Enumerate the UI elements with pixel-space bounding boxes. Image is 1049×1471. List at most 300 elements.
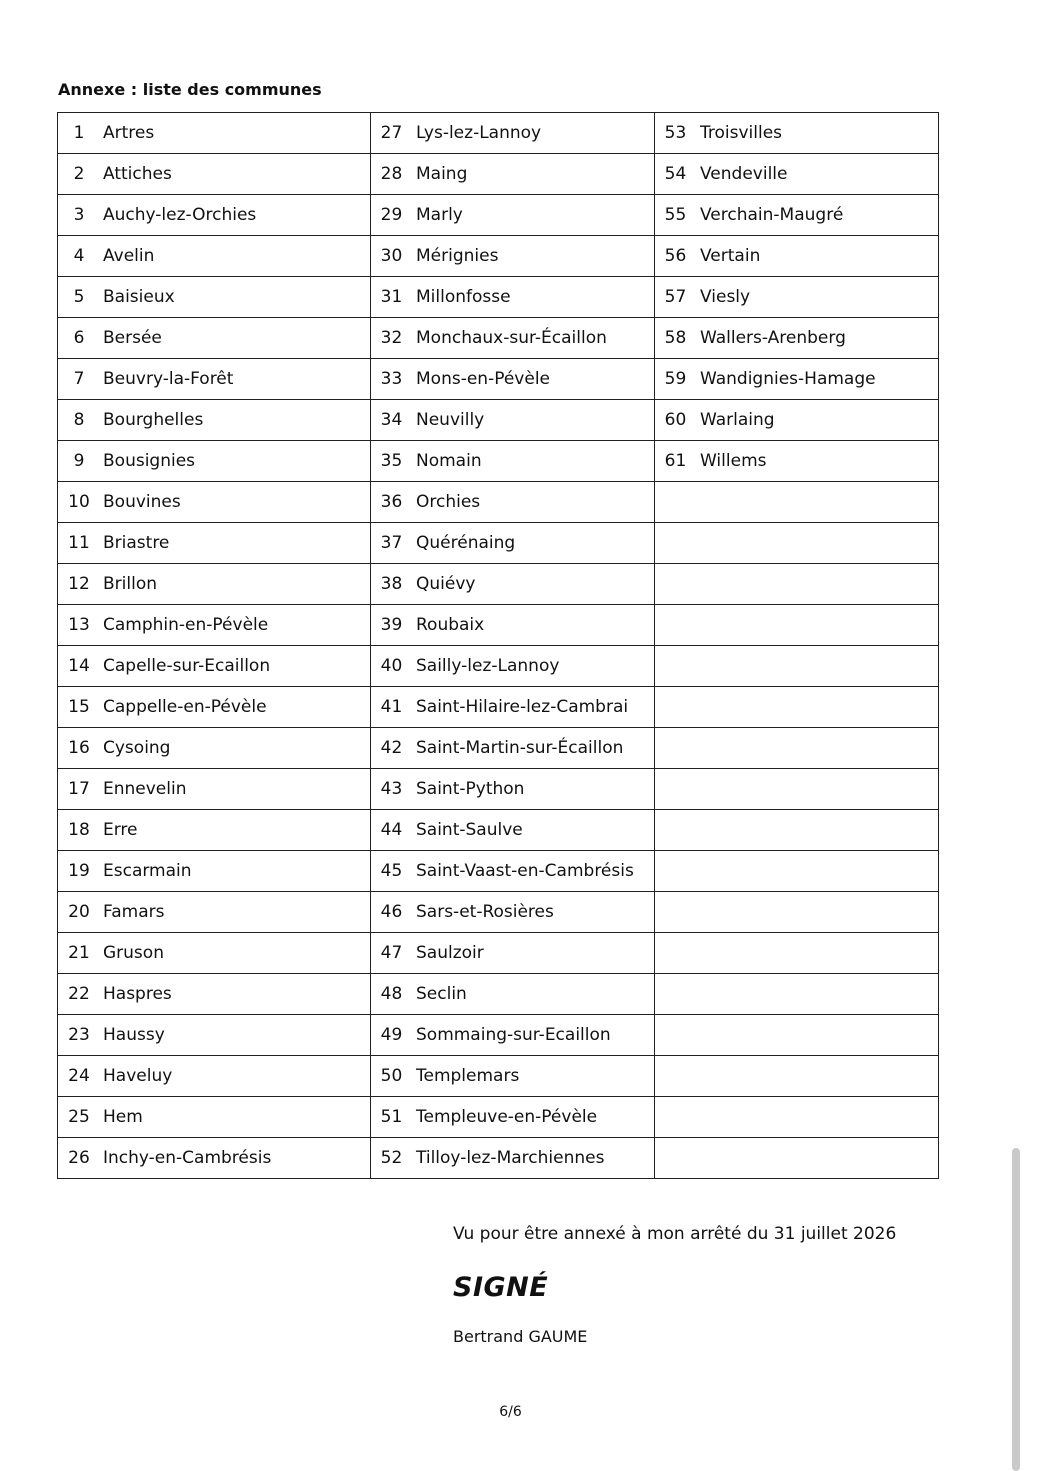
commune-entry xyxy=(58,564,370,604)
commune-number: 34 xyxy=(380,410,403,430)
table-cell xyxy=(655,113,939,154)
table-cell xyxy=(58,441,371,482)
communes-table-body xyxy=(58,113,939,1179)
table-cell xyxy=(58,154,371,195)
commune-entry xyxy=(655,277,938,317)
table-cell xyxy=(655,687,939,728)
table-row xyxy=(58,769,939,810)
commune-entry xyxy=(58,359,370,399)
commune-number: 27 xyxy=(380,123,403,143)
commune-name: Avelin xyxy=(103,246,155,266)
commune-entry xyxy=(655,236,938,276)
table-cell xyxy=(58,113,371,154)
table-row xyxy=(58,482,939,523)
table-cell xyxy=(371,441,655,482)
commune-number: 51 xyxy=(380,1107,403,1127)
table-cell xyxy=(655,646,939,687)
commune-name: Quiévy xyxy=(416,574,476,594)
table-cell xyxy=(371,154,655,195)
table-cell xyxy=(58,1097,371,1138)
commune-entry xyxy=(371,564,654,604)
commune-name: Willems xyxy=(700,451,767,471)
commune-name: Beuvry-la-Forêt xyxy=(103,369,234,389)
commune-number: 28 xyxy=(380,164,403,184)
commune-name: Viesly xyxy=(700,287,751,307)
table-cell xyxy=(371,892,655,933)
signed-mark: SIGNÉ xyxy=(453,1272,549,1303)
table-row xyxy=(58,236,939,277)
commune-entry xyxy=(58,687,370,727)
commune-name: Templeuve-en-Pévèle xyxy=(416,1107,598,1127)
table-cell xyxy=(655,564,939,605)
commune-name: Haussy xyxy=(103,1025,165,1045)
table-cell xyxy=(371,318,655,359)
table-cell xyxy=(371,769,655,810)
table-row xyxy=(58,564,939,605)
commune-entry xyxy=(371,974,654,1014)
commune-entry xyxy=(655,113,938,153)
commune-number: 4 xyxy=(73,246,85,266)
table-row xyxy=(58,441,939,482)
table-cell xyxy=(371,523,655,564)
commune-name: Millonfosse xyxy=(416,287,511,307)
commune-entry xyxy=(58,728,370,768)
commune-entry xyxy=(58,236,370,276)
commune-name: Orchies xyxy=(416,492,481,512)
commune-number: 5 xyxy=(73,287,85,307)
commune-number: 10 xyxy=(68,492,90,512)
commune-number: 7 xyxy=(73,369,85,389)
commune-number: 12 xyxy=(68,574,90,594)
commune-number: 2 xyxy=(73,164,85,184)
commune-number: 30 xyxy=(380,246,403,266)
commune-name: Haveluy xyxy=(103,1066,173,1086)
table-cell xyxy=(58,564,371,605)
commune-entry xyxy=(371,728,654,768)
table-row xyxy=(58,195,939,236)
commune-name: Templemars xyxy=(416,1066,520,1086)
table-cell xyxy=(655,154,939,195)
table-cell xyxy=(371,728,655,769)
commune-name: Saulzoir xyxy=(416,943,484,963)
commune-entry xyxy=(655,974,938,1014)
commune-number: 14 xyxy=(68,656,90,676)
commune-entry xyxy=(58,195,370,235)
commune-name: Sars-et-Rosières xyxy=(416,902,554,922)
commune-name: Saint-Vaast-en-Cambrésis xyxy=(416,861,634,881)
commune-entry xyxy=(58,113,370,153)
commune-number: 40 xyxy=(380,656,403,676)
commune-entry xyxy=(655,1056,938,1096)
table-row xyxy=(58,400,939,441)
commune-entry xyxy=(58,1056,370,1096)
commune-name: Artres xyxy=(103,123,155,143)
communes-table xyxy=(57,112,939,1179)
table-cell xyxy=(58,892,371,933)
commune-number: 38 xyxy=(380,574,403,594)
table-cell xyxy=(371,933,655,974)
commune-name: Roubaix xyxy=(416,615,485,635)
commune-entry xyxy=(58,1015,370,1055)
commune-name: Inchy-en-Cambrésis xyxy=(103,1148,272,1168)
commune-number: 46 xyxy=(380,902,403,922)
commune-entry xyxy=(655,400,938,440)
commune-entry xyxy=(58,277,370,317)
commune-number: 54 xyxy=(664,164,687,184)
commune-entry xyxy=(655,1097,938,1137)
commune-number: 44 xyxy=(380,820,403,840)
commune-name: Famars xyxy=(103,902,165,922)
signature-block xyxy=(453,1224,896,1346)
table-cell xyxy=(655,523,939,564)
commune-entry xyxy=(655,195,938,235)
commune-name: Hem xyxy=(103,1107,143,1127)
table-cell xyxy=(58,400,371,441)
commune-name: Sailly-lez-Lannoy xyxy=(416,656,560,676)
commune-number: 57 xyxy=(664,287,687,307)
commune-name: Gruson xyxy=(103,943,164,963)
commune-number: 35 xyxy=(380,451,403,471)
commune-name: Verchain-Maugré xyxy=(700,205,844,225)
commune-entry xyxy=(371,1097,654,1137)
table-cell xyxy=(371,1138,655,1179)
commune-number: 41 xyxy=(380,697,403,717)
table-row xyxy=(58,810,939,851)
table-row xyxy=(58,154,939,195)
commune-name: Maing xyxy=(416,164,468,184)
commune-name: Haspres xyxy=(103,984,172,1004)
table-cell xyxy=(58,523,371,564)
table-cell xyxy=(58,810,371,851)
commune-number: 26 xyxy=(68,1148,90,1168)
commune-number: 33 xyxy=(380,369,403,389)
commune-name: Warlaing xyxy=(700,410,775,430)
commune-number: 56 xyxy=(664,246,687,266)
annex-statement: Vu pour être annexé à mon arrêté du 31 juillet 2026 xyxy=(453,1224,897,1244)
commune-entry xyxy=(58,810,370,850)
table-cell xyxy=(655,318,939,359)
commune-entry xyxy=(655,851,938,891)
vertical-scrollbar[interactable] xyxy=(1012,1148,1020,1471)
table-cell xyxy=(371,113,655,154)
table-row xyxy=(58,892,939,933)
signer-name: Bertrand GAUME xyxy=(453,1327,588,1346)
commune-number: 36 xyxy=(380,492,403,512)
table-row xyxy=(58,687,939,728)
commune-entry xyxy=(371,605,654,645)
table-cell xyxy=(371,687,655,728)
commune-name: Marly xyxy=(416,205,463,225)
commune-number: 49 xyxy=(380,1025,403,1045)
commune-name: Escarmain xyxy=(103,861,192,881)
commune-entry xyxy=(58,441,370,481)
commune-entry xyxy=(655,605,938,645)
table-cell xyxy=(371,277,655,318)
commune-name: Mérignies xyxy=(416,246,499,266)
commune-number: 31 xyxy=(380,287,403,307)
commune-number: 47 xyxy=(380,943,403,963)
commune-entry xyxy=(371,236,654,276)
table-cell xyxy=(371,564,655,605)
commune-entry xyxy=(58,482,370,522)
commune-number: 23 xyxy=(68,1025,90,1045)
commune-number: 15 xyxy=(68,697,90,717)
commune-name: Bouvines xyxy=(103,492,181,512)
commune-number: 29 xyxy=(380,205,403,225)
table-cell xyxy=(371,359,655,400)
commune-name: Bersée xyxy=(103,328,162,348)
commune-entry xyxy=(371,1056,654,1096)
commune-entry xyxy=(371,359,654,399)
table-cell xyxy=(58,769,371,810)
commune-entry xyxy=(58,400,370,440)
commune-entry xyxy=(371,892,654,932)
commune-name: Troisvilles xyxy=(700,123,783,143)
commune-name: Vendeville xyxy=(700,164,788,184)
table-cell xyxy=(58,687,371,728)
commune-entry xyxy=(371,195,654,235)
commune-number: 58 xyxy=(664,328,687,348)
table-cell xyxy=(371,810,655,851)
table-cell xyxy=(655,195,939,236)
commune-entry xyxy=(655,154,938,194)
commune-entry xyxy=(371,154,654,194)
commune-name: Baisieux xyxy=(103,287,175,307)
commune-entry xyxy=(371,400,654,440)
commune-entry xyxy=(58,1138,370,1178)
commune-number: 25 xyxy=(68,1107,90,1127)
commune-entry xyxy=(58,974,370,1014)
table-cell xyxy=(655,1056,939,1097)
table-cell xyxy=(371,1056,655,1097)
commune-entry xyxy=(655,728,938,768)
commune-number: 24 xyxy=(68,1066,90,1086)
table-cell xyxy=(655,1138,939,1179)
commune-entry xyxy=(58,523,370,563)
table-cell xyxy=(58,974,371,1015)
commune-number: 52 xyxy=(380,1148,403,1168)
commune-number: 3 xyxy=(73,205,85,225)
commune-entry xyxy=(655,933,938,973)
table-cell xyxy=(371,851,655,892)
commune-name: Sommaing-sur-Ecaillon xyxy=(416,1025,611,1045)
table-cell xyxy=(655,892,939,933)
table-row xyxy=(58,1056,939,1097)
commune-number: 9 xyxy=(73,451,85,471)
commune-name: Brillon xyxy=(103,574,157,594)
commune-number: 19 xyxy=(68,861,90,881)
commune-name: Ennevelin xyxy=(103,779,187,799)
commune-name: Camphin-en-Pévèle xyxy=(103,615,269,635)
commune-entry xyxy=(371,482,654,522)
commune-number: 17 xyxy=(68,779,90,799)
table-row xyxy=(58,851,939,892)
commune-name: Wandignies-Hamage xyxy=(700,369,876,389)
table-row xyxy=(58,277,939,318)
commune-name: Cappelle-en-Pévèle xyxy=(103,697,267,717)
table-cell xyxy=(58,851,371,892)
commune-name: Saint-Hilaire-lez-Cambrai xyxy=(416,697,629,717)
table-cell xyxy=(655,236,939,277)
table-cell xyxy=(58,277,371,318)
commune-entry xyxy=(655,441,938,481)
table-cell xyxy=(655,441,939,482)
commune-entry xyxy=(58,933,370,973)
table-cell xyxy=(58,728,371,769)
commune-entry xyxy=(371,1015,654,1055)
table-row xyxy=(58,1097,939,1138)
commune-number: 20 xyxy=(68,902,90,922)
commune-name: Capelle-sur-Ecaillon xyxy=(103,656,271,676)
table-cell xyxy=(655,482,939,523)
table-cell xyxy=(655,728,939,769)
commune-number: 8 xyxy=(73,410,85,430)
commune-number: 37 xyxy=(380,533,403,553)
table-cell xyxy=(58,646,371,687)
table-row xyxy=(58,113,939,154)
commune-number: 61 xyxy=(664,451,687,471)
table-row xyxy=(58,318,939,359)
table-cell xyxy=(58,482,371,523)
commune-name: Bousignies xyxy=(103,451,196,471)
commune-entry xyxy=(371,523,654,563)
table-cell xyxy=(655,974,939,1015)
table-cell xyxy=(58,605,371,646)
commune-number: 16 xyxy=(68,738,90,758)
annex-heading: Annexe : liste des communes xyxy=(58,80,322,99)
commune-number: 11 xyxy=(68,533,90,553)
commune-number: 50 xyxy=(380,1066,403,1086)
commune-entry xyxy=(58,1097,370,1137)
commune-entry xyxy=(655,1015,938,1055)
commune-entry xyxy=(58,892,370,932)
table-cell xyxy=(371,974,655,1015)
commune-entry xyxy=(371,277,654,317)
commune-name: Neuvilly xyxy=(416,410,485,430)
table-row xyxy=(58,359,939,400)
commune-name: Saint-Martin-sur-Écaillon xyxy=(416,738,624,758)
table-cell xyxy=(371,1015,655,1056)
commune-entry xyxy=(655,359,938,399)
commune-name: Seclin xyxy=(416,984,467,1004)
commune-entry xyxy=(58,769,370,809)
commune-number: 32 xyxy=(380,328,403,348)
commune-name: Saint-Python xyxy=(416,779,525,799)
table-cell xyxy=(58,318,371,359)
commune-entry xyxy=(371,441,654,481)
table-cell xyxy=(58,236,371,277)
table-cell xyxy=(655,400,939,441)
commune-entry xyxy=(655,523,938,563)
commune-entry xyxy=(655,318,938,358)
table-row xyxy=(58,523,939,564)
table-cell xyxy=(58,1015,371,1056)
commune-entry xyxy=(58,318,370,358)
commune-entry xyxy=(371,1138,654,1178)
table-row xyxy=(58,974,939,1015)
table-cell xyxy=(655,851,939,892)
commune-name: Tilloy-lez-Marchiennes xyxy=(416,1148,605,1168)
commune-entry xyxy=(371,769,654,809)
commune-number: 22 xyxy=(68,984,90,1004)
table-cell xyxy=(655,933,939,974)
table-cell xyxy=(58,359,371,400)
commune-number: 59 xyxy=(664,369,687,389)
commune-name: Attiches xyxy=(103,164,172,184)
commune-number: 13 xyxy=(68,615,90,635)
commune-name: Lys-lez-Lannoy xyxy=(416,123,542,143)
commune-number: 1 xyxy=(73,123,85,143)
table-cell xyxy=(58,1056,371,1097)
table-cell xyxy=(371,646,655,687)
commune-number: 6 xyxy=(73,328,85,348)
commune-entry xyxy=(655,1138,938,1178)
table-cell xyxy=(371,400,655,441)
table-cell xyxy=(58,933,371,974)
commune-name: Nomain xyxy=(416,451,482,471)
commune-entry xyxy=(655,482,938,522)
commune-entry xyxy=(371,933,654,973)
commune-name: Mons-en-Pévèle xyxy=(416,369,551,389)
table-row xyxy=(58,646,939,687)
commune-entry xyxy=(655,646,938,686)
commune-name: Monchaux-sur-Écaillon xyxy=(416,328,607,348)
commune-name: Wallers-Arenberg xyxy=(700,328,846,348)
commune-name: Cysoing xyxy=(103,738,171,758)
commune-entry xyxy=(655,810,938,850)
table-cell xyxy=(58,1138,371,1179)
table-row xyxy=(58,728,939,769)
commune-entry xyxy=(58,646,370,686)
table-cell xyxy=(655,359,939,400)
commune-name: Erre xyxy=(103,820,138,840)
table-row xyxy=(58,605,939,646)
commune-number: 43 xyxy=(380,779,403,799)
commune-entry xyxy=(58,154,370,194)
table-cell xyxy=(655,1015,939,1056)
commune-number: 21 xyxy=(68,943,90,963)
commune-entry xyxy=(371,646,654,686)
table-cell xyxy=(655,810,939,851)
table-cell xyxy=(655,769,939,810)
table-row xyxy=(58,1138,939,1179)
table-cell xyxy=(371,236,655,277)
commune-name: Vertain xyxy=(700,246,761,266)
commune-entry xyxy=(371,687,654,727)
commune-entry xyxy=(371,318,654,358)
commune-number: 60 xyxy=(664,410,687,430)
commune-entry xyxy=(655,687,938,727)
commune-entry xyxy=(655,564,938,604)
table-cell xyxy=(371,1097,655,1138)
table-row xyxy=(58,1015,939,1056)
commune-name: Bourghelles xyxy=(103,410,204,430)
commune-name: Briastre xyxy=(103,533,170,553)
commune-entry xyxy=(655,769,938,809)
commune-entry xyxy=(371,810,654,850)
commune-name: Saint-Saulve xyxy=(416,820,523,840)
table-cell xyxy=(655,1097,939,1138)
table-cell xyxy=(371,482,655,523)
commune-entry xyxy=(371,113,654,153)
page-number: 6/6 xyxy=(499,1404,522,1420)
table-cell xyxy=(655,277,939,318)
table-cell xyxy=(371,195,655,236)
commune-entry xyxy=(58,851,370,891)
commune-number: 53 xyxy=(664,123,687,143)
table-cell xyxy=(58,195,371,236)
commune-number: 55 xyxy=(664,205,687,225)
